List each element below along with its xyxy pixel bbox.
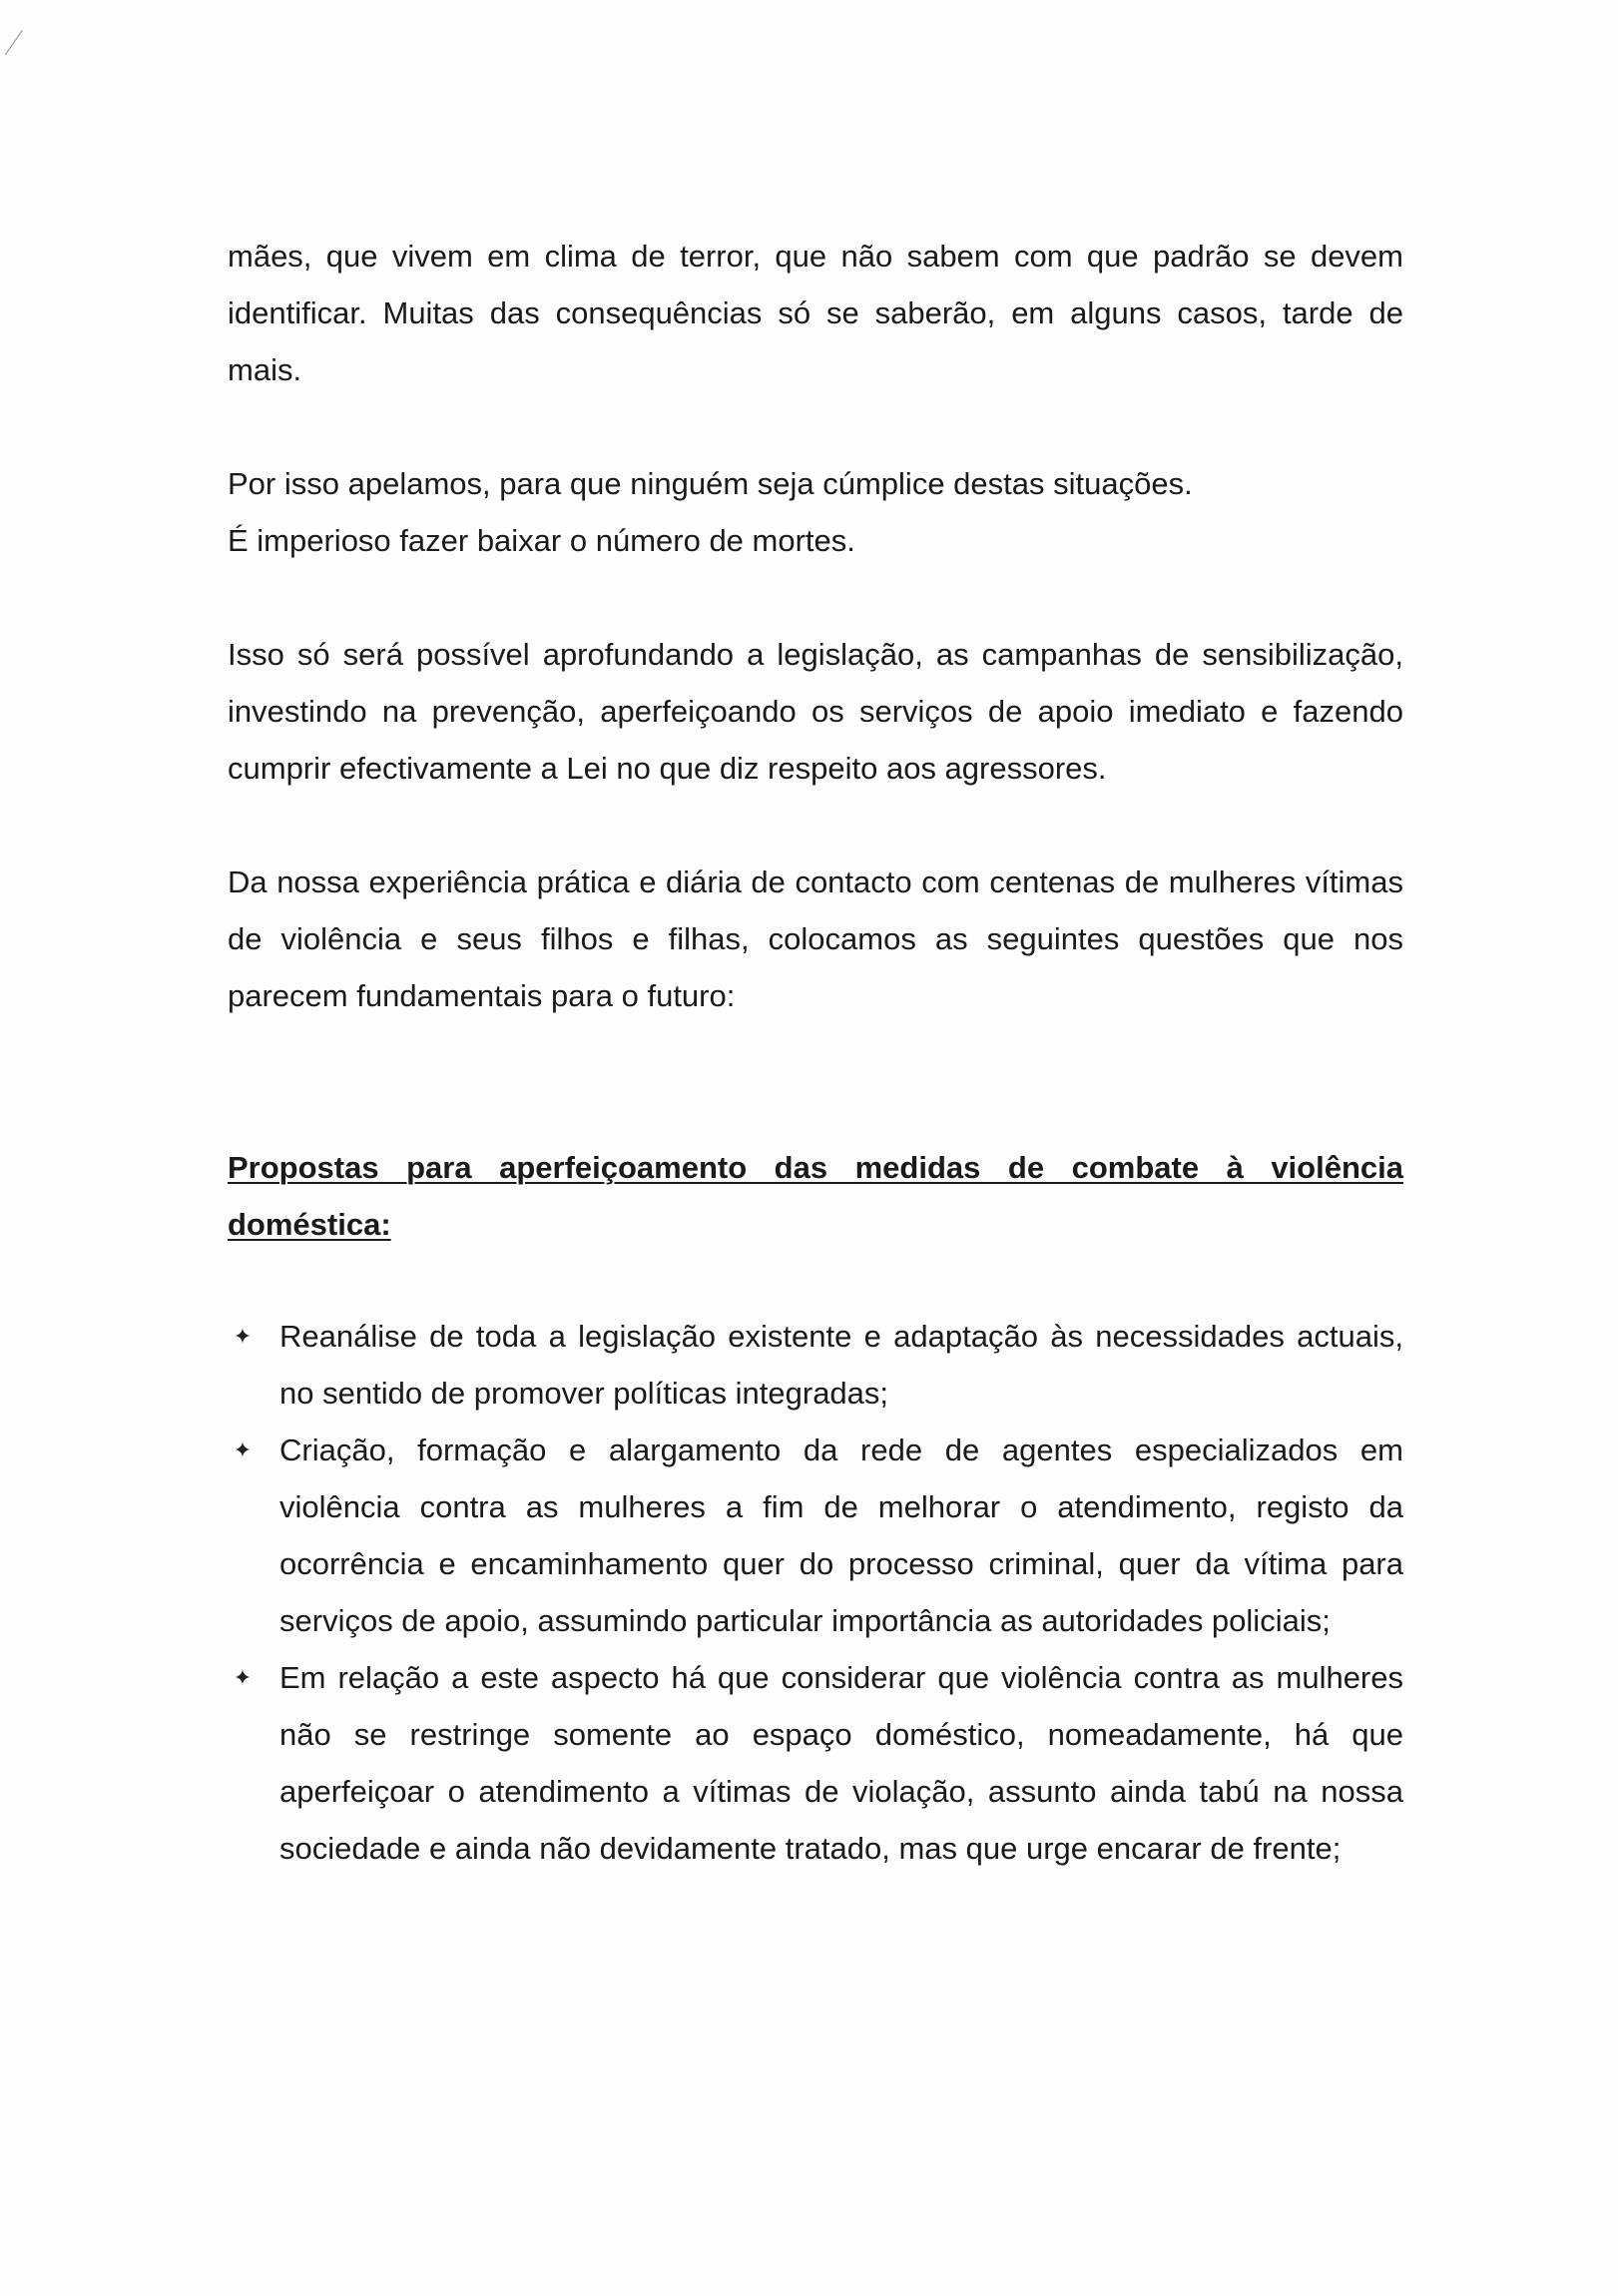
list-item	[228, 1422, 1403, 1649]
proposals-list	[228, 1308, 1403, 1877]
pen-mark	[5, 30, 41, 68]
diamond-star-bullet-icon: ✦	[233, 1437, 253, 1462]
diamond-star-bullet-icon: ✦	[233, 1324, 253, 1349]
paragraph-reduce-deaths: É imperioso fazer baixar o número de mortes.	[228, 523, 855, 558]
paragraph-experience: Da nossa experiência prática e diária de contacto com centenas de mulheres vítimas de violência e seus filhos e filhas, colocamos as seguintes questões que nos parecem fundamentais para o futuro:	[228, 864, 1403, 1013]
diamond-star-bullet-icon: ✦	[233, 1665, 253, 1690]
proposal-text: Reanálise de toda a legislação existente e adaptação às necessidades actuais, no sentido de promover políticas integradas;	[279, 1319, 1403, 1411]
list-item	[228, 1308, 1403, 1422]
proposal-text: Em relação a este aspecto há que considerar que violência contra as mulheres não se restringe somente ao espaço doméstico, nomeadamente, há que aperfeiçoar o atendimento a vítimas de violação, assunto ainda tabú na nossa sociedade e ainda não devidamente tratado, mas que urge encarar de frente;	[279, 1660, 1403, 1866]
section-heading: Propostas para aperfeiçoamento das medidas de combate à violência doméstica:	[228, 1150, 1403, 1242]
proposal-text: Criação, formação e alargamento da rede de agentes especializados em violência contra as mulheres a fim de melhorar o atendimento, registo da ocorrência e encaminhamento quer do processo criminal, quer da vítima para serviços de apoio, assumindo particular importância as autoridades policiais;	[279, 1433, 1403, 1638]
paragraph-appeal: Por isso apelamos, para que ninguém seja cúmplice destas situações.	[228, 466, 1193, 501]
list-item	[228, 1649, 1403, 1877]
paragraph-legislation: Isso só será possível aprofundando a legislação, as campanhas de sensibilização, investindo na prevenção, aperfeiçoando os serviços de apoio imediato e fazendo cumprir efectivamente a Lei no que diz respeito aos agressores.	[228, 637, 1403, 786]
paragraph-consequences: mães, que vivem em clima de terror, que não sabem com que padrão se devem identificar. Muitas das consequências só se saberão, em alguns casos, tarde de mais.	[228, 239, 1403, 387]
document-body	[228, 228, 1403, 1877]
